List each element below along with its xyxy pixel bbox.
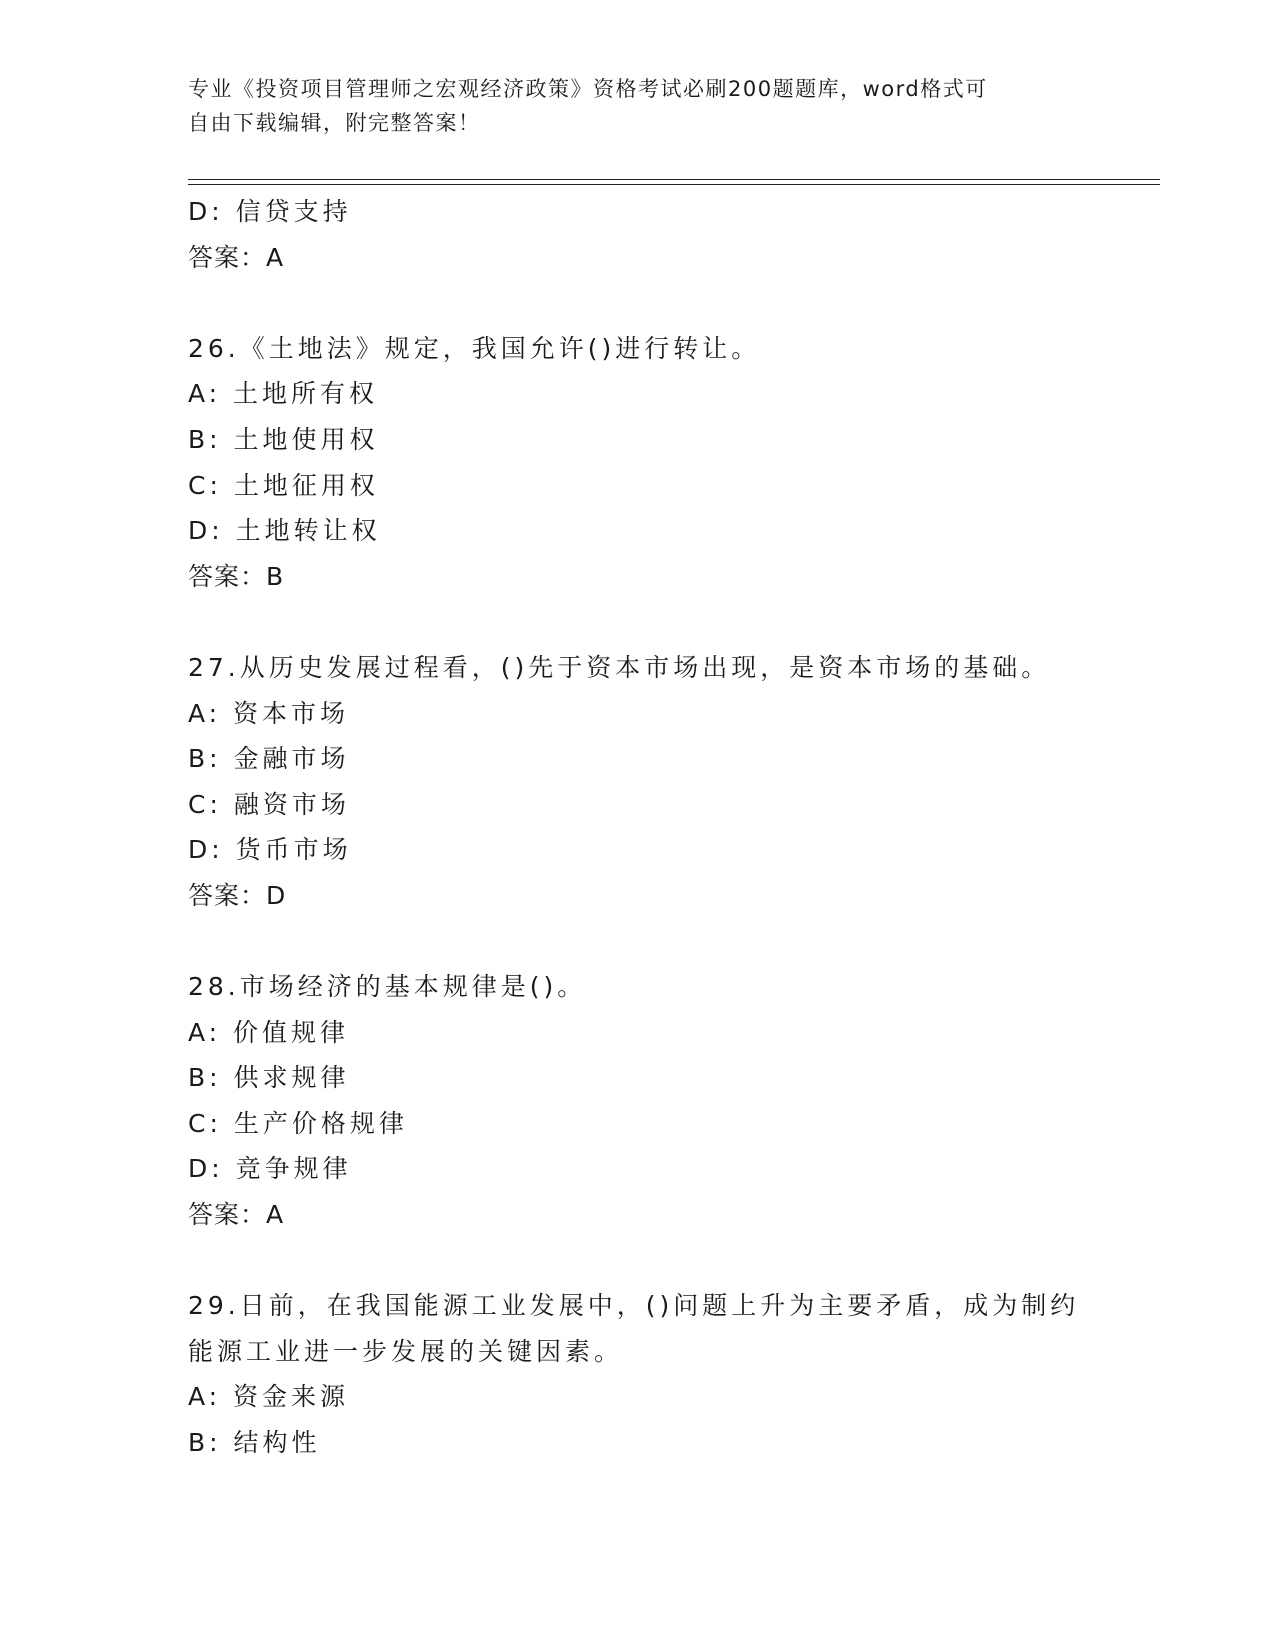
question-block-27 (188, 645, 1188, 919)
answer-line: 答案：A (188, 242, 285, 272)
spacer (188, 280, 1188, 326)
question-block-28 (188, 964, 1188, 1238)
header-divider-bottom (188, 184, 1160, 185)
option-a: A: 价值规律 (188, 1017, 350, 1047)
option-c: C: 土地征用权 (188, 470, 379, 500)
header-divider-top (188, 179, 1160, 180)
option-d: D: 竞争规律 (188, 1154, 352, 1184)
option-d: D: 土地转让权 (188, 516, 381, 546)
question-text: 28.市场经济的基本规律是()。 (188, 972, 587, 1002)
answer-line: 答案：B (188, 561, 285, 591)
answer-line: 答案：A (188, 1200, 285, 1230)
option-b: B: 土地使用权 (188, 424, 379, 454)
option-b: B: 金融市场 (188, 744, 350, 774)
option-c: C: 融资市场 (188, 789, 350, 819)
spacer (188, 1238, 1188, 1284)
question-block-29 (188, 1283, 1188, 1465)
answer-line: 答案：D (188, 880, 287, 910)
question-block-26 (188, 326, 1188, 600)
option-d: D: 信贷支持 (188, 197, 352, 226)
option-d: D: 货币市场 (188, 835, 352, 865)
option-b: B: 结构性 (188, 1428, 321, 1458)
question-text: 26.《土地法》规定，我国允许()进行转让。 (188, 333, 761, 363)
question-list (188, 189, 1188, 1466)
document-header (188, 72, 1088, 140)
spacer (188, 599, 1188, 645)
question-text: 27.从历史发展过程看，()先于资本市场出现，是资本市场的基础。 (188, 652, 1051, 682)
option-a: A: 资本市场 (188, 698, 350, 728)
option-a: A: 资金来源 (188, 1382, 350, 1412)
option-c: C: 生产价格规律 (188, 1108, 408, 1138)
header-line-2: 自由下载编辑，附完整答案！ (188, 111, 481, 135)
header-line-1: 专业《投资项目管理师之宏观经济政策》资格考试必刷200题题库，word格式可 (188, 77, 988, 101)
option-b: B: 供求规律 (188, 1063, 350, 1093)
spacer (188, 919, 1188, 965)
question-text-line-2: 能源工业进一步发展的关键因素。 (188, 1336, 624, 1366)
question-text-line-1: 29.日前，在我国能源工业发展中，()问题上升为主要矛盾，成为制约 (188, 1291, 1080, 1321)
option-a: A: 土地所有权 (188, 379, 379, 409)
